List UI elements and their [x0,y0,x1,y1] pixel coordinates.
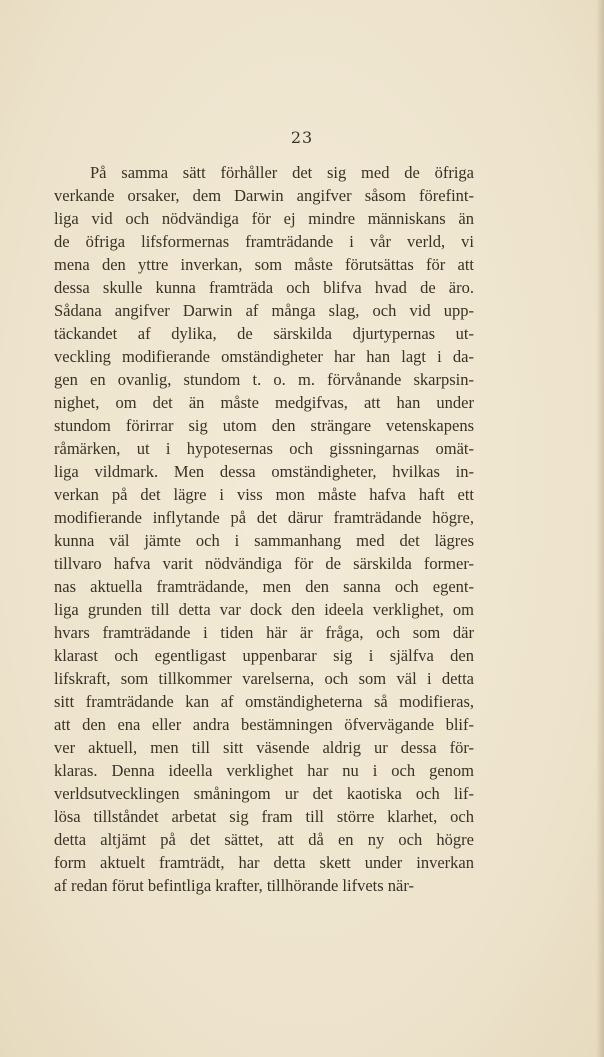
text-line: liga grunden till detta var dock den ideela verklighet, om [54,600,474,619]
text-line: de öfriga lifsformernas framträdande i vår verld, vi [54,232,474,251]
text-line: hvars framträdande i tiden här är fråga, och som där [54,623,474,642]
text-line: liga vid och nödvändiga för ej mindre människans än [54,209,474,228]
page-edge-shadow [596,0,604,1057]
text-line: mena den yttre inverkan, som måste förutsättas för att [54,255,474,274]
text-line: detta altjämt på det sättet, att då en ny och högre [54,830,474,849]
text-line: nas aktuella framträdande, men den sanna och egent- [54,577,474,596]
body-text [54,161,474,897]
text-line: ver aktuell, men till sitt väsende aldrig ur dessa för- [54,738,474,757]
text-line: råmärken, ut i hypotesernas och gissningarnas omät- [54,439,474,458]
text-line: af redan förut befintliga krafter, tillhörande lifvets när- [54,876,415,895]
text-line: Sådana angifver Darwin af många slag, och vid upp- [54,301,474,320]
text-line: klaras. Denna ideella verklighet har nu i och genom [54,761,474,780]
text-line: att den ena eller andra bestämningen öfvervägande blif- [54,715,474,734]
text-line: täckandet af dylika, de särskilda djurtypernas ut- [54,324,474,343]
text-line: kunna väl jämte och i sammanhang med det lägres [54,531,474,550]
text-line: dessa skulle kunna framträda och blifva hvad de äro. [54,278,474,297]
text-line: nighet, om det än måste medgifvas, att han under [54,393,474,412]
text-line: klarast och egentligast uppenbarar sig i själfva den [54,646,474,665]
text-line: verkande orsaker, dem Darwin angifver såsom förefint- [54,186,474,205]
text-line: tillvaro hafva varit nödvändiga för de särskilda former- [54,554,474,573]
text-line: stundom förirrar sig utom den strängare vetenskapens [54,416,474,435]
text-line: sitt framträdande kan af omständigheterna så modifieras, [54,692,474,711]
text-line: lösa tillståndet arbetat sig fram till större klarhet, och [54,807,474,826]
page-number: 23 [290,128,314,147]
text-line: modifierande inflytande på det därur framträdande högre, [54,508,474,527]
text-line: lifskraft, som tillkommer varelserna, och som väl i detta [54,669,474,688]
text-line: verkan på det lägre i viss mon måste hafva haft ett [54,485,474,504]
text-line: veckling modifierande omständigheter har han lagt i da- [54,347,474,366]
text-line: form aktuelt framträdt, har detta skett under inverkan [54,853,474,872]
text-line: verldsutvecklingen småningom ur det kaotiska och lif- [54,784,474,803]
text-line: liga vildmark. Men dessa omständigheter, hvilkas in- [54,462,474,481]
text-line: På samma sätt förhåller det sig med de öfriga [90,163,474,182]
text-line: gen en ovanlig, stundom t. o. m. förvånande skarpsin- [54,370,474,389]
